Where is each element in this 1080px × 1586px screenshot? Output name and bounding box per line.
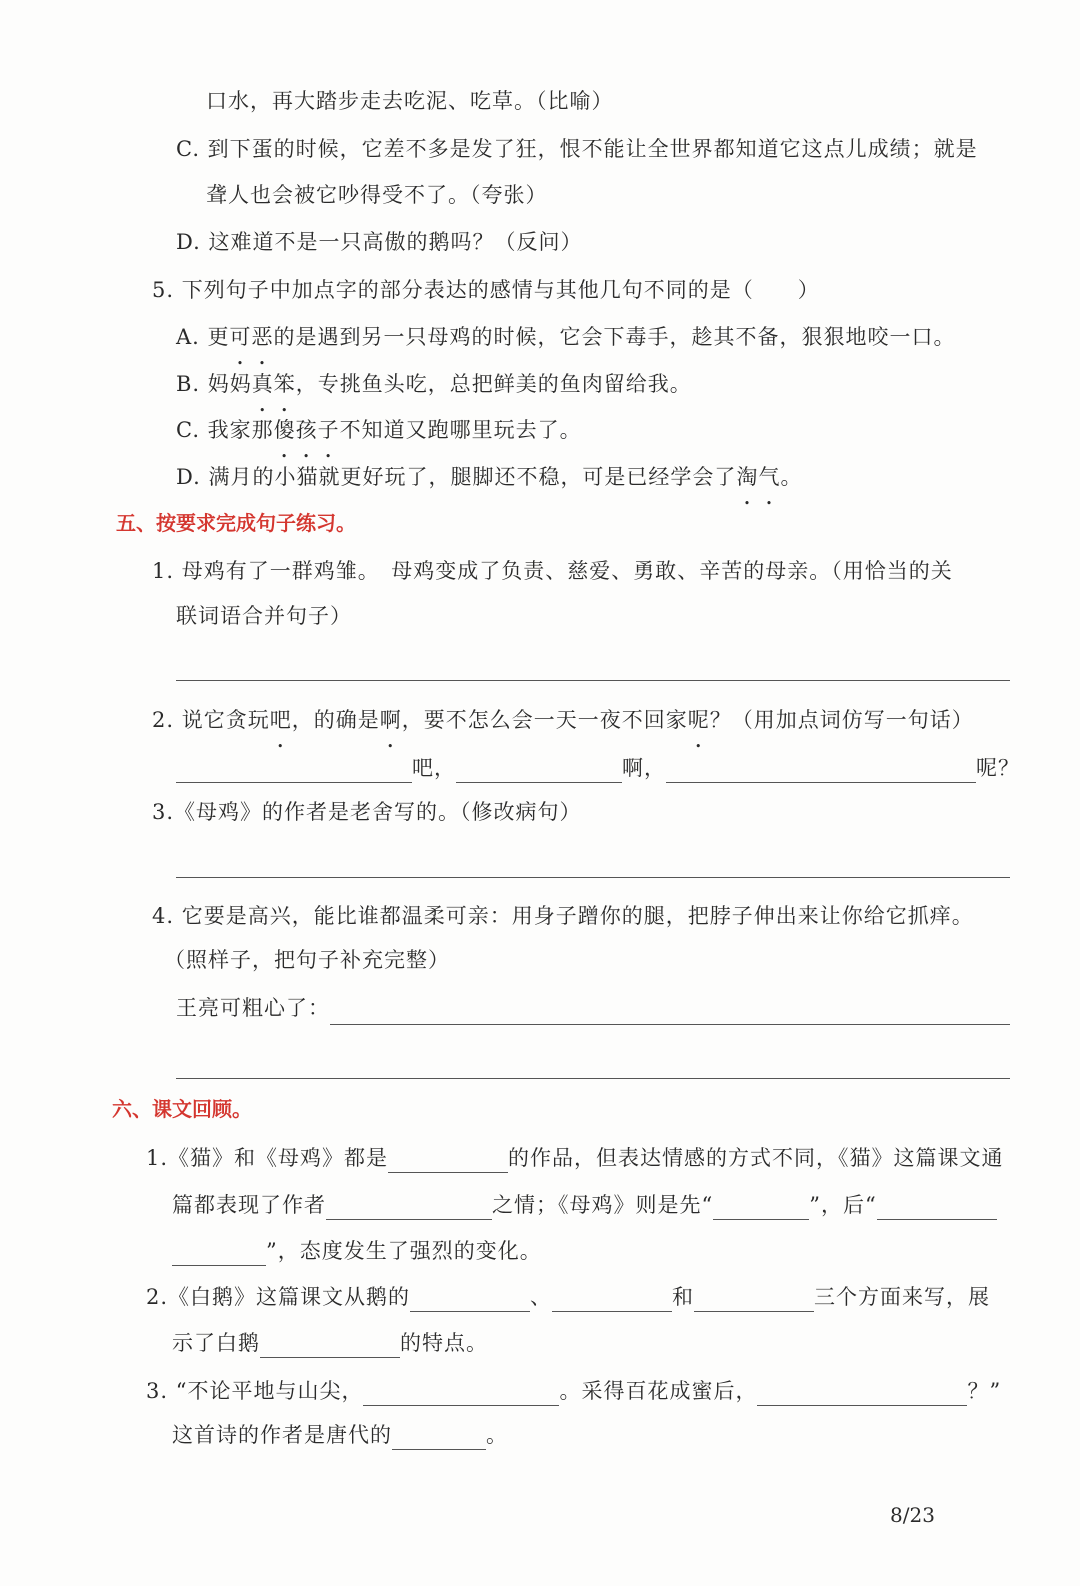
answer-line[interactable] bbox=[176, 680, 1010, 681]
q5-stem: 5. 下列句子中加点字的部分表达的感情与其他几句不同的是（ ） bbox=[152, 278, 820, 302]
blank-field[interactable] bbox=[388, 1150, 508, 1173]
blank-field[interactable] bbox=[260, 1335, 400, 1358]
s5-q4-line2: （照样子，把句子补充完整） bbox=[164, 948, 450, 972]
answer-line[interactable] bbox=[176, 1078, 1010, 1079]
q5-option-b: B. 妈妈真笨，专挑鱼头吃，总把鲜美的鱼肉留给我。 bbox=[176, 369, 692, 399]
blank-field[interactable] bbox=[877, 1197, 997, 1220]
blank-field[interactable] bbox=[757, 1383, 967, 1406]
dotted-char: 笨 bbox=[273, 372, 296, 396]
dotted-char: 子 bbox=[317, 418, 340, 442]
dotted-text bbox=[230, 325, 274, 349]
s5-q2: 2. 说它贪玩吧，的确是啊，要不怎么会一天一夜不回家呢？（用加点词仿写一句话） bbox=[152, 705, 974, 735]
q4-option-c-line2: 聋人也会被它吵得受不了。（夸张） bbox=[206, 183, 548, 207]
dotted-char: 淘 bbox=[736, 465, 759, 489]
dotted-char: 恶 bbox=[251, 325, 274, 349]
dotted-text bbox=[252, 372, 296, 396]
blank-field[interactable] bbox=[713, 1197, 809, 1220]
s6-q3-line1: 3. “不论平地与山尖， 。采得百花成蜜后， ？” bbox=[146, 1376, 1001, 1406]
blank-field[interactable] bbox=[326, 1197, 492, 1220]
q4-option-c-line1: C. 到下蛋的时候，它差不多是发了狂，恨不能让全世界都知道它这点儿成绩；就是 bbox=[176, 137, 978, 161]
blank-field[interactable] bbox=[363, 1383, 559, 1406]
s5-q4-prompt: 王亮可粗心了： bbox=[176, 996, 330, 1020]
blank-field[interactable] bbox=[456, 760, 622, 783]
s6-q2-line2: 示了白鹅 的特点。 bbox=[172, 1328, 488, 1358]
q5-option-c: C. 我家那傻孩子不知道又跑哪里玩去了。 bbox=[176, 415, 582, 445]
dotted-char: 气 bbox=[758, 465, 781, 489]
dotted-word: 吧 bbox=[269, 708, 292, 732]
blank-field[interactable] bbox=[176, 760, 412, 783]
s5-q3: 3.《母鸡》的作者是老舍写的。（修改病句） bbox=[152, 800, 582, 824]
s6-q1-line1: 1.《猫》和《母鸡》都是 的作品，但表达情感的方式不同，《猫》这篇课文通 bbox=[146, 1143, 1004, 1173]
q5-option-a: A. 更可恶的是遇到另一只母鸡的时候，它会下毒手，趁其不备，狠狠地咬一口。 bbox=[176, 322, 956, 352]
s5-q1-line1: 1. 母鸡有了一群鸡雏。 母鸡变成了负责、慈爱、勇敢、辛苦的母亲。（用恰当的关 bbox=[152, 559, 953, 583]
s5-q2-fill: 吧， 啊， 呢？ bbox=[176, 753, 1020, 783]
answer-line[interactable] bbox=[176, 877, 1010, 878]
s6-q3-line2: 这首诗的作者是唐代的 。 bbox=[172, 1420, 508, 1450]
dotted-text bbox=[274, 418, 340, 442]
section-6-title: 六、课文回顾。 bbox=[112, 1097, 252, 1121]
blank-field[interactable] bbox=[694, 1289, 814, 1312]
dotted-char: 真 bbox=[251, 372, 274, 396]
q5-option-d: D. 满月的小猫就更好玩了，腿脚还不稳，可是已经学会了淘气。 bbox=[176, 462, 802, 492]
dotted-word: 啊 bbox=[379, 708, 402, 732]
dotted-char: 孩 bbox=[295, 418, 318, 442]
dotted-char: 可 bbox=[229, 325, 252, 349]
blank-field[interactable] bbox=[172, 1243, 266, 1266]
dotted-word: 呢 bbox=[687, 708, 710, 732]
dotted-char: 傻 bbox=[273, 418, 296, 442]
blank-field[interactable] bbox=[552, 1289, 672, 1312]
answer-line[interactable] bbox=[330, 1024, 1010, 1025]
s5-q1-line2: 联词语合并句子） bbox=[176, 604, 352, 628]
section-5-title: 五、按要求完成句子练习。 bbox=[116, 511, 356, 535]
q4-option-d: D. 这难道不是一只高傲的鹅吗？（反问） bbox=[176, 230, 583, 254]
dotted-text bbox=[736, 465, 780, 489]
s5-q4-line1: 4. 它要是高兴，能比谁都温柔可亲：用身子蹭你的腿，把脖子伸出来让你给它抓痒。 bbox=[152, 904, 974, 928]
s6-q1-line2: 篇都表现了作者 之情；《母鸡》则是先“ ”，后“ bbox=[172, 1190, 997, 1220]
blank-field[interactable] bbox=[410, 1289, 530, 1312]
blank-field[interactable] bbox=[666, 760, 976, 783]
page-number: 8/23 bbox=[890, 1503, 935, 1527]
s6-q1-line3: ”，态度发生了强烈的变化。 bbox=[172, 1236, 542, 1266]
s6-q2-line1: 2.《白鹅》这篇课文从鹅的 、 和 三个方面来写，展 bbox=[146, 1282, 990, 1312]
blank-field[interactable] bbox=[392, 1427, 486, 1450]
q4-option-b-line2: 口水，再大踏步走去吃泥、吃草。（比喻） bbox=[206, 89, 614, 113]
